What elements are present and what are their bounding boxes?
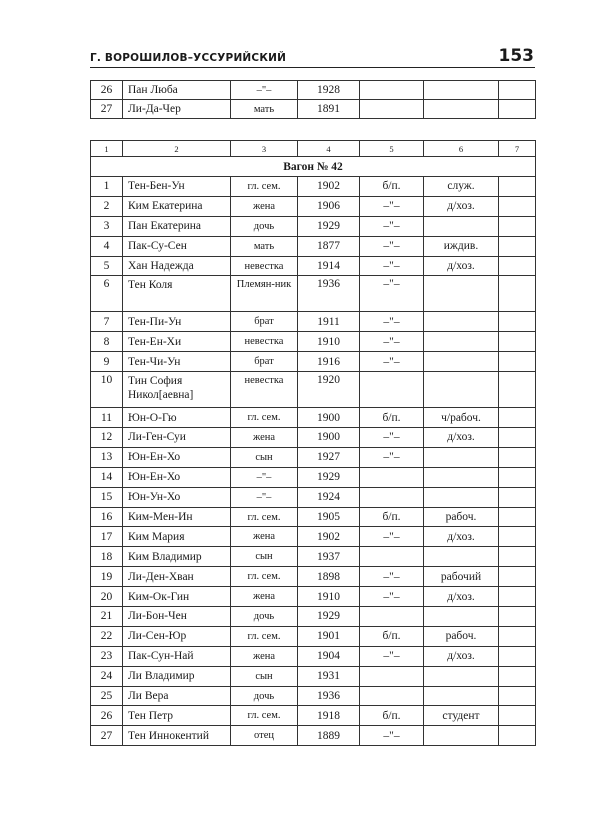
family-relation-cell: сын (231, 547, 298, 567)
table-row (91, 332, 536, 352)
note-cell (499, 607, 536, 627)
family-relation-cell: брат (231, 312, 298, 332)
person-name-cell: Пан Екатерина (123, 216, 231, 236)
occupation-cell: д/хоз. (424, 646, 499, 666)
party-status-cell (360, 467, 424, 487)
person-name-cell: Хан Надежда (123, 256, 231, 276)
birth-year-cell: 1936 (298, 686, 360, 706)
party-status-cell: –"– (360, 428, 424, 448)
table-row (91, 428, 536, 448)
person-name-cell: Ли-Сен-Юр (123, 626, 231, 646)
person-name-cell: Пак-Сун-Най (123, 646, 231, 666)
table-row (91, 276, 536, 312)
note-cell (499, 447, 536, 467)
table-row (91, 467, 536, 487)
table-row (91, 216, 536, 236)
person-name-cell: Тен-Чи-Ун (123, 352, 231, 372)
occupation-cell: рабочий (424, 567, 499, 587)
family-relation-cell: жена (231, 587, 298, 607)
birth-year-cell: 1898 (298, 567, 360, 587)
birth-year-cell: 1936 (298, 276, 360, 312)
note-cell (499, 726, 536, 746)
family-relation-cell: мать (231, 236, 298, 256)
party-status-cell: –"– (360, 196, 424, 216)
person-name-cell: Ким Мария (123, 527, 231, 547)
occupation-cell: рабоч. (424, 507, 499, 527)
person-name-cell: Тен-Бен-Ун (123, 177, 231, 197)
birth-year-cell: 1929 (298, 607, 360, 627)
note-cell (499, 686, 536, 706)
row-number-cell: 14 (91, 467, 123, 487)
family-relation-cell: дочь (231, 216, 298, 236)
occupation-cell (424, 81, 499, 100)
page-header (90, 44, 534, 66)
note-cell (499, 706, 536, 726)
row-number-cell: 26 (91, 81, 123, 100)
party-status-cell: –"– (360, 256, 424, 276)
table-row (91, 487, 536, 507)
note-cell (499, 81, 536, 100)
row-number-cell: 18 (91, 547, 123, 567)
person-name-cell: Ли-Ден-Хван (123, 567, 231, 587)
person-name-cell: Юн-Ун-Хо (123, 487, 231, 507)
person-name-cell: Пан Люба (123, 81, 231, 100)
birth-year-cell: 1929 (298, 216, 360, 236)
person-name-cell: Тин София Никол[аевна] (123, 372, 231, 408)
occupation-cell (424, 487, 499, 507)
birth-year-cell: 1916 (298, 352, 360, 372)
party-status-cell (360, 487, 424, 507)
note-cell (499, 428, 536, 448)
birth-year-cell: 1889 (298, 726, 360, 746)
party-status-cell (360, 81, 424, 100)
header-rule (90, 67, 535, 68)
note-cell (499, 196, 536, 216)
party-status-cell: –"– (360, 352, 424, 372)
birth-year-cell: 1901 (298, 626, 360, 646)
party-status-cell: б/п. (360, 177, 424, 197)
row-number-cell: 13 (91, 447, 123, 467)
birth-year-cell: 1900 (298, 408, 360, 428)
family-relation-cell: гл. сем. (231, 706, 298, 726)
party-status-cell: –"– (360, 726, 424, 746)
row-number-cell: 5 (91, 256, 123, 276)
note-cell (499, 626, 536, 646)
wagon-heading-row (91, 157, 536, 177)
note-cell (499, 587, 536, 607)
party-status-cell: –"– (360, 567, 424, 587)
occupation-cell: д/хоз. (424, 428, 499, 448)
family-relation-cell: мать (231, 100, 298, 119)
table-row (91, 547, 536, 567)
party-status-cell: –"– (360, 587, 424, 607)
party-status-cell (360, 607, 424, 627)
occupation-cell: рабоч. (424, 626, 499, 646)
column-header: 4 (298, 141, 360, 157)
party-status-cell: б/п. (360, 706, 424, 726)
birth-year-cell: 1928 (298, 81, 360, 100)
table-row (91, 81, 536, 100)
birth-year-cell: 1902 (298, 177, 360, 197)
occupation-cell (424, 686, 499, 706)
column-header: 2 (123, 141, 231, 157)
table-row (91, 236, 536, 256)
family-relation-cell: невестка (231, 256, 298, 276)
occupation-cell: студент (424, 706, 499, 726)
birth-year-cell: 1937 (298, 547, 360, 567)
birth-year-cell: 1911 (298, 312, 360, 332)
row-number-cell: 3 (91, 216, 123, 236)
column-header: 7 (499, 141, 536, 157)
note-cell (499, 372, 536, 408)
note-cell (499, 487, 536, 507)
family-relation-cell: жена (231, 646, 298, 666)
row-number-cell: 17 (91, 527, 123, 547)
note-cell (499, 467, 536, 487)
person-name-cell: Ким-Ок-Гин (123, 587, 231, 607)
family-relation-cell: гл. сем. (231, 507, 298, 527)
family-relation-cell: невестка (231, 332, 298, 352)
birth-year-cell: 1918 (298, 706, 360, 726)
occupation-cell: служ. (424, 177, 499, 197)
table-row (91, 567, 536, 587)
occupation-cell (424, 726, 499, 746)
table-row (91, 100, 536, 119)
occupation-cell (424, 666, 499, 686)
person-name-cell: Пак-Су-Сен (123, 236, 231, 256)
party-status-cell: б/п. (360, 408, 424, 428)
occupation-cell (424, 467, 499, 487)
party-status-cell (360, 666, 424, 686)
party-status-cell: –"– (360, 332, 424, 352)
row-number-cell: 22 (91, 626, 123, 646)
table-row (91, 706, 536, 726)
column-header: 6 (424, 141, 499, 157)
note-cell (499, 352, 536, 372)
note-cell (499, 408, 536, 428)
table-row (91, 372, 536, 408)
family-relation-cell: жена (231, 527, 298, 547)
birth-year-cell: 1891 (298, 100, 360, 119)
wagon-heading: Вагон № 42 (91, 157, 536, 177)
family-relation-cell: сын (231, 666, 298, 686)
family-relation-cell: –"– (231, 467, 298, 487)
person-name-cell: Ким-Мен-Ин (123, 507, 231, 527)
page-number: 153 (498, 46, 534, 66)
party-status-cell: –"– (360, 216, 424, 236)
birth-year-cell: 1910 (298, 587, 360, 607)
continued-table (90, 80, 536, 119)
note-cell (499, 276, 536, 312)
row-number-cell: 27 (91, 100, 123, 119)
family-relation-cell: отец (231, 726, 298, 746)
family-relation-cell: Племян-ник (231, 276, 298, 312)
family-relation-cell: сын (231, 447, 298, 467)
occupation-cell: ч/рабоч. (424, 408, 499, 428)
person-name-cell: Ким Владимир (123, 547, 231, 567)
table-row (91, 587, 536, 607)
party-status-cell: –"– (360, 527, 424, 547)
note-cell (499, 216, 536, 236)
row-number-cell: 4 (91, 236, 123, 256)
person-name-cell: Тен-Ен-Хи (123, 332, 231, 352)
note-cell (499, 567, 536, 587)
occupation-cell (424, 100, 499, 119)
person-name-cell: Ли-Ген-Суи (123, 428, 231, 448)
row-number-cell: 1 (91, 177, 123, 197)
party-status-cell: –"– (360, 276, 424, 312)
party-status-cell (360, 686, 424, 706)
occupation-cell (424, 216, 499, 236)
table-row (91, 726, 536, 746)
person-name-cell: Ли-Бон-Чен (123, 607, 231, 627)
row-number-cell: 2 (91, 196, 123, 216)
column-header: 3 (231, 141, 298, 157)
occupation-cell: д/хоз. (424, 196, 499, 216)
note-cell (499, 507, 536, 527)
occupation-cell (424, 547, 499, 567)
note-cell (499, 177, 536, 197)
party-status-cell: –"– (360, 447, 424, 467)
person-name-cell: Ли Владимир (123, 666, 231, 686)
occupation-cell: д/хоз. (424, 256, 499, 276)
person-name-cell: Юн-О-Гю (123, 408, 231, 428)
occupation-cell (424, 312, 499, 332)
note-cell (499, 527, 536, 547)
wagon-42-table (90, 140, 536, 746)
table-row (91, 646, 536, 666)
row-number-cell: 12 (91, 428, 123, 448)
birth-year-cell: 1906 (298, 196, 360, 216)
table-row (91, 256, 536, 276)
family-relation-cell: жена (231, 196, 298, 216)
party-status-cell: б/п. (360, 507, 424, 527)
family-relation-cell: гл. сем. (231, 408, 298, 428)
birth-year-cell: 1900 (298, 428, 360, 448)
note-cell (499, 547, 536, 567)
row-number-cell: 8 (91, 332, 123, 352)
table-row (91, 607, 536, 627)
occupation-cell: д/хоз. (424, 587, 499, 607)
birth-year-cell: 1914 (298, 256, 360, 276)
party-status-cell: –"– (360, 312, 424, 332)
note-cell (499, 256, 536, 276)
occupation-cell (424, 607, 499, 627)
note-cell (499, 236, 536, 256)
row-number-cell: 15 (91, 487, 123, 507)
occupation-cell (424, 276, 499, 312)
table-row (91, 626, 536, 646)
row-number-cell: 16 (91, 507, 123, 527)
family-relation-cell: жена (231, 428, 298, 448)
table-row (91, 507, 536, 527)
family-relation-cell: дочь (231, 686, 298, 706)
note-cell (499, 666, 536, 686)
birth-year-cell: 1910 (298, 332, 360, 352)
row-number-cell: 6 (91, 276, 123, 312)
birth-year-cell: 1927 (298, 447, 360, 467)
note-cell (499, 100, 536, 119)
person-name-cell: Юн-Ен-Хо (123, 467, 231, 487)
table-row (91, 312, 536, 332)
birth-year-cell: 1905 (298, 507, 360, 527)
note-cell (499, 646, 536, 666)
running-title: Г. ВОРОШИЛОВ–УССУРИЙСКИЙ (90, 52, 287, 64)
party-status-cell (360, 547, 424, 567)
row-number-cell: 24 (91, 666, 123, 686)
table-row (91, 352, 536, 372)
birth-year-cell: 1924 (298, 487, 360, 507)
birth-year-cell: 1877 (298, 236, 360, 256)
row-number-cell: 9 (91, 352, 123, 372)
person-name-cell: Тен Иннокентий (123, 726, 231, 746)
person-name-cell: Ли-Да-Чер (123, 100, 231, 119)
row-number-cell: 11 (91, 408, 123, 428)
birth-year-cell: 1920 (298, 372, 360, 408)
occupation-cell (424, 447, 499, 467)
row-number-cell: 26 (91, 706, 123, 726)
family-relation-cell: –"– (231, 487, 298, 507)
party-status-cell (360, 372, 424, 408)
note-cell (499, 312, 536, 332)
occupation-cell: д/хоз. (424, 527, 499, 547)
family-relation-cell: гл. сем. (231, 626, 298, 646)
family-relation-cell: –"– (231, 81, 298, 100)
birth-year-cell: 1902 (298, 527, 360, 547)
birth-year-cell: 1931 (298, 666, 360, 686)
family-relation-cell: брат (231, 352, 298, 372)
table-row (91, 177, 536, 197)
occupation-cell (424, 372, 499, 408)
person-name-cell: Тен-Пи-Ун (123, 312, 231, 332)
person-name-cell: Юн-Ен-Хо (123, 447, 231, 467)
row-number-cell: 25 (91, 686, 123, 706)
family-relation-cell: гл. сем. (231, 177, 298, 197)
table-row (91, 196, 536, 216)
occupation-cell (424, 352, 499, 372)
table-row (91, 408, 536, 428)
party-status-cell: –"– (360, 236, 424, 256)
column-header: 5 (360, 141, 424, 157)
occupation-cell (424, 332, 499, 352)
family-relation-cell: дочь (231, 607, 298, 627)
table-row (91, 686, 536, 706)
party-status-cell: –"– (360, 646, 424, 666)
party-status-cell (360, 100, 424, 119)
family-relation-cell: невестка (231, 372, 298, 408)
table-row (91, 527, 536, 547)
table-row (91, 666, 536, 686)
birth-year-cell: 1929 (298, 467, 360, 487)
row-number-cell: 7 (91, 312, 123, 332)
column-header: 1 (91, 141, 123, 157)
row-number-cell: 19 (91, 567, 123, 587)
note-cell (499, 332, 536, 352)
column-number-row (91, 141, 536, 157)
row-number-cell: 10 (91, 372, 123, 408)
row-number-cell: 20 (91, 587, 123, 607)
family-relation-cell: гл. сем. (231, 567, 298, 587)
row-number-cell: 23 (91, 646, 123, 666)
row-number-cell: 21 (91, 607, 123, 627)
person-name-cell: Ли Вера (123, 686, 231, 706)
person-name-cell: Тен Коля (123, 276, 231, 312)
person-name-cell: Тен Петр (123, 706, 231, 726)
person-name-cell: Ким Екатерина (123, 196, 231, 216)
row-number-cell: 27 (91, 726, 123, 746)
birth-year-cell: 1904 (298, 646, 360, 666)
table-row (91, 447, 536, 467)
party-status-cell: б/п. (360, 626, 424, 646)
occupation-cell: иждив. (424, 236, 499, 256)
